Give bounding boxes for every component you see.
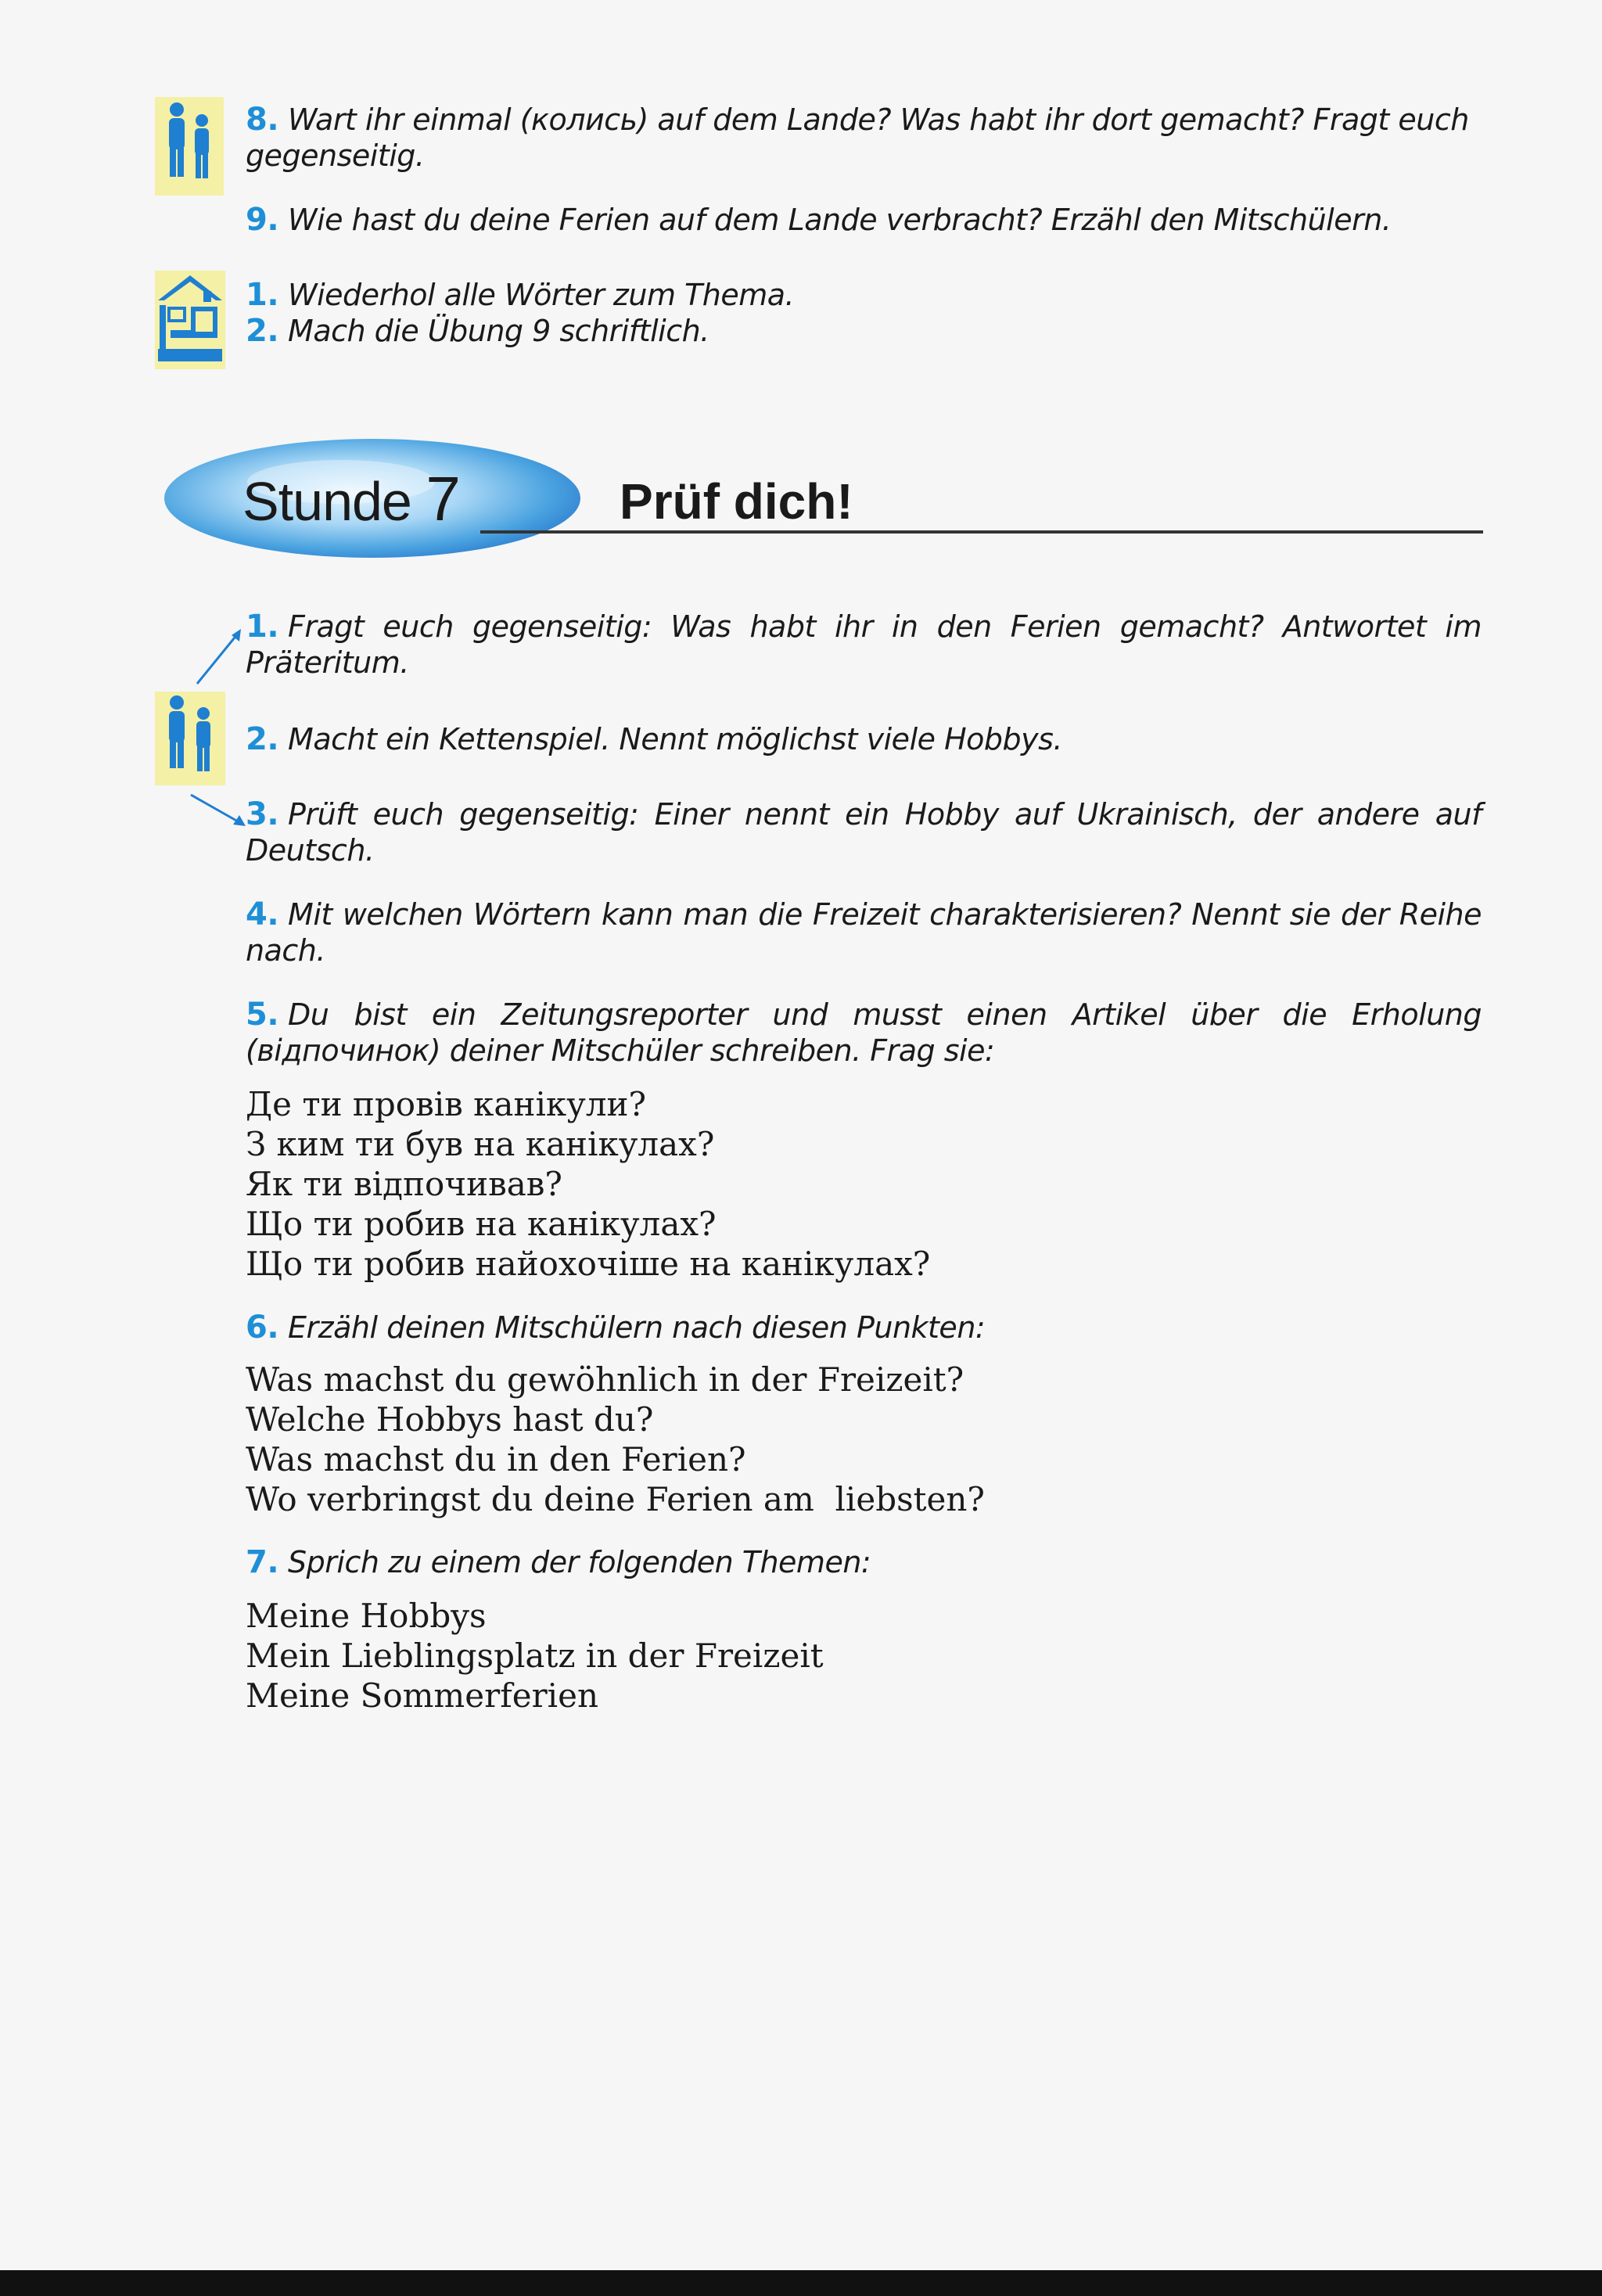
point-line: Welche Hobbys hast du? — [246, 1400, 654, 1439]
topics-list — [246, 1596, 824, 1716]
question-line: З ким ти був на канікулах? — [246, 1125, 715, 1163]
exercise-7 — [246, 1544, 1482, 1580]
exercise-text: Wie hast du deine Ferien auf dem Lande verbracht? Erzähl den Mitschülern. — [288, 203, 1392, 237]
exercise-number: 5. — [246, 997, 279, 1033]
exercise-text: Fragt euch gegenseitig: Was habt ihr in den Ferien gemacht? Antwortet im Präteritum. — [246, 609, 1482, 680]
point-line: Was machst du gewöhnlich in der Freizeit? — [246, 1360, 964, 1399]
exercise-8 — [246, 102, 1482, 174]
exercise-text: Wiederhol alle Wörter zum Thema. — [288, 278, 795, 312]
question-line: Що ти робив на канікулах? — [246, 1205, 717, 1243]
homework-2 — [246, 313, 1482, 349]
lesson-number-label — [242, 463, 460, 535]
exercise-text: Erzähl deinen Mitschülern nach diesen Punkten: — [288, 1310, 986, 1345]
pair-work-icon — [155, 692, 225, 785]
point-line: Wo verbringst du deine Ferien am liebsten? — [246, 1480, 985, 1518]
lesson-word: Stunde — [242, 471, 411, 532]
exercise-number: 2. — [246, 721, 279, 757]
arrow-icon — [188, 790, 250, 829]
exercise-text: Mit welchen Wörtern kann man die Freizeit charakterisieren? Nennt sie der Reihe nach. — [246, 897, 1482, 968]
exercise-number: 3. — [246, 796, 279, 832]
exercise-number: 4. — [246, 896, 279, 932]
exercise-text: Prüft euch gegenseitig: Einer nennt ein Hobby auf Ukrainisch, der andere auf Deutsch. — [246, 797, 1482, 868]
exercise-text: Wart ihr einmal (колись) auf dem Lande? Was habt ihr dort gemacht? Fragt euch gegenseitig. — [246, 102, 1469, 173]
homework-1 — [246, 277, 1482, 313]
exercise-6 — [246, 1310, 1482, 1346]
exercise-number: 6. — [246, 1310, 279, 1346]
section-title: Prüf dich! — [620, 473, 853, 530]
exercise-3 — [246, 796, 1482, 868]
exercise-text: Sprich zu einem der folgenden Themen: — [288, 1545, 871, 1579]
topic-line: Mein Lieblingsplatz in der Freizeit — [246, 1637, 824, 1675]
points-list — [246, 1360, 985, 1519]
exercise-text: Macht ein Kettenspiel. Nennt möglichst viele Hobbys. — [288, 722, 1063, 756]
exercise-number: 1. — [246, 609, 279, 645]
exercise-4 — [246, 896, 1482, 968]
question-line: Що ти робив найохочіше на канікулах? — [246, 1245, 931, 1283]
pair-work-icon — [155, 97, 224, 196]
exercise-9 — [246, 202, 1482, 238]
question-line: Де ти провів канікули? — [246, 1085, 647, 1123]
question-line: Як ти відпочивав? — [246, 1165, 562, 1203]
page-bottom-edge — [0, 2270, 1602, 2296]
point-line: Was machst du in den Ferien? — [246, 1440, 746, 1479]
lesson-number: 7 — [426, 464, 460, 534]
exercise-number: 1. — [246, 277, 279, 313]
homework-house-icon — [155, 271, 225, 369]
exercise-2 — [246, 721, 1482, 757]
exercise-number: 9. — [246, 202, 279, 238]
exercise-5 — [246, 997, 1482, 1069]
topic-line: Meine Sommerferien — [246, 1676, 599, 1715]
exercise-1 — [246, 609, 1482, 681]
exercise-text: Du bist ein Zeitungsreporter und musst einen Artikel über die Erholung (відпочинок) deiner Mitschüler schreiben. Frag sie: — [246, 997, 1482, 1068]
exercise-number: 8. — [246, 102, 279, 138]
exercise-text: Mach die Übung 9 schriftlich. — [288, 314, 709, 348]
exercise-number: 2. — [246, 313, 279, 349]
ukrainian-questions — [246, 1084, 930, 1284]
arrow-icon — [192, 626, 247, 688]
exercise-number: 7. — [246, 1544, 279, 1580]
header-underline — [480, 530, 1483, 534]
topic-line: Meine Hobbys — [246, 1597, 487, 1635]
